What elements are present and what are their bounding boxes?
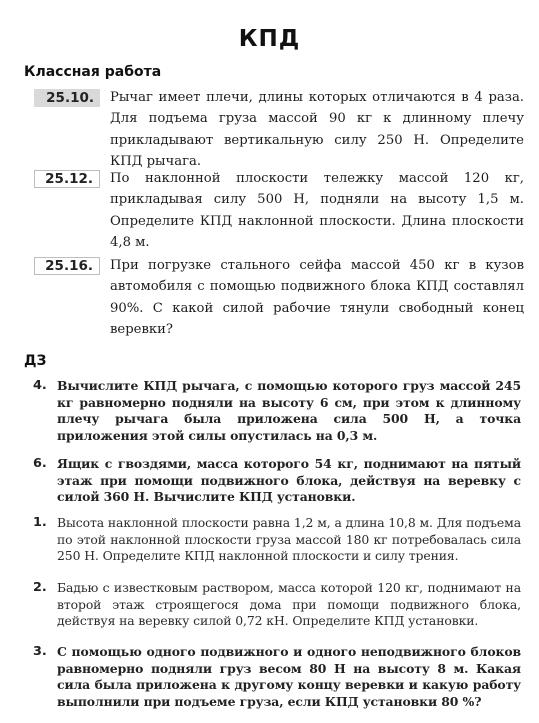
problem-number: 6.	[33, 456, 47, 471]
problem-text: Рычаг имеет плечи, длины которых отличаются в 4 раза. Для подъема груза массой 90 кг к длинному плечу прикладывают вертикальную силу 250 Н. Определите КПД рычага.	[110, 90, 524, 169]
problem-text: Вычислите КПД рычага, с помощью которого груз массой 245 кг равномерно подняли на высоту 6 см, при этом к длинному плечу рычага была приложена сила 500 Н, а точка приложения этой силы опустилась на 0,3 м.	[57, 378, 521, 443]
homework-heading: ДЗ	[24, 353, 47, 369]
homework-problem	[33, 515, 521, 565]
problem-number: 4.	[33, 378, 47, 393]
problem-text: По наклонной плоскости тележку массой 120 кг, прикладывая силу 500 Н, подняли на высоту 1,5 м. Определите КПД наклонной плоскости. Длина плоскости 4,8 м.	[110, 171, 524, 250]
problem-text: Высота наклонной плоскости равна 1,2 м, а длина 10,8 м. Для подъема по этой наклонной плоскости груза массой 180 кг потребовалась сила 250 Н. Определите КПД наклонной плоскости и силу трения.	[57, 515, 521, 564]
classwork-problem	[34, 170, 524, 253]
problem-number: 3.	[33, 644, 47, 659]
problem-text: Ящик с гвоздями, масса которого 54 кг, поднимают на пятый этаж при помощи подвижного блока, действуя на веревку с силой 360 Н. Вычислите КПД установки.	[57, 456, 521, 505]
problem-number: 25.10.	[34, 89, 100, 107]
problem-number: 2.	[33, 580, 47, 595]
problem-number: 25.16.	[34, 257, 100, 275]
problem-text: При погрузке стального сейфа массой 450 кг в кузов автомобиля с помощью подвижного блока КПД составлял 90%. С какой силой рабочие тянули свободный конец веревки?	[110, 258, 524, 337]
problem-number: 1.	[33, 515, 47, 530]
homework-problem	[33, 644, 521, 710]
classwork-heading: Классная работа	[24, 64, 162, 80]
classwork-problem	[34, 89, 524, 172]
problem-number: 25.12.	[34, 170, 100, 188]
problem-text: С помощью одного подвижного и одного неподвижного блоков равномерно подняли груз весом 80 Н на высоту 8 м. Какая сила была приложена к другому концу веревки и какую работу выполнили при подъеме груза, если КПД установки 80 %?	[57, 644, 521, 709]
problem-text: Бадью с известковым раствором, масса которой 120 кг, поднимают на второй этаж строящегося дома при помощи подвижного блока, действуя на веревку силой 0,72 кН. Определите КПД установки.	[57, 580, 521, 629]
homework-problem	[33, 378, 521, 444]
homework-problem	[33, 456, 521, 506]
page-title: КПД	[238, 26, 301, 52]
classwork-problem	[34, 257, 524, 340]
homework-problem	[33, 580, 521, 630]
